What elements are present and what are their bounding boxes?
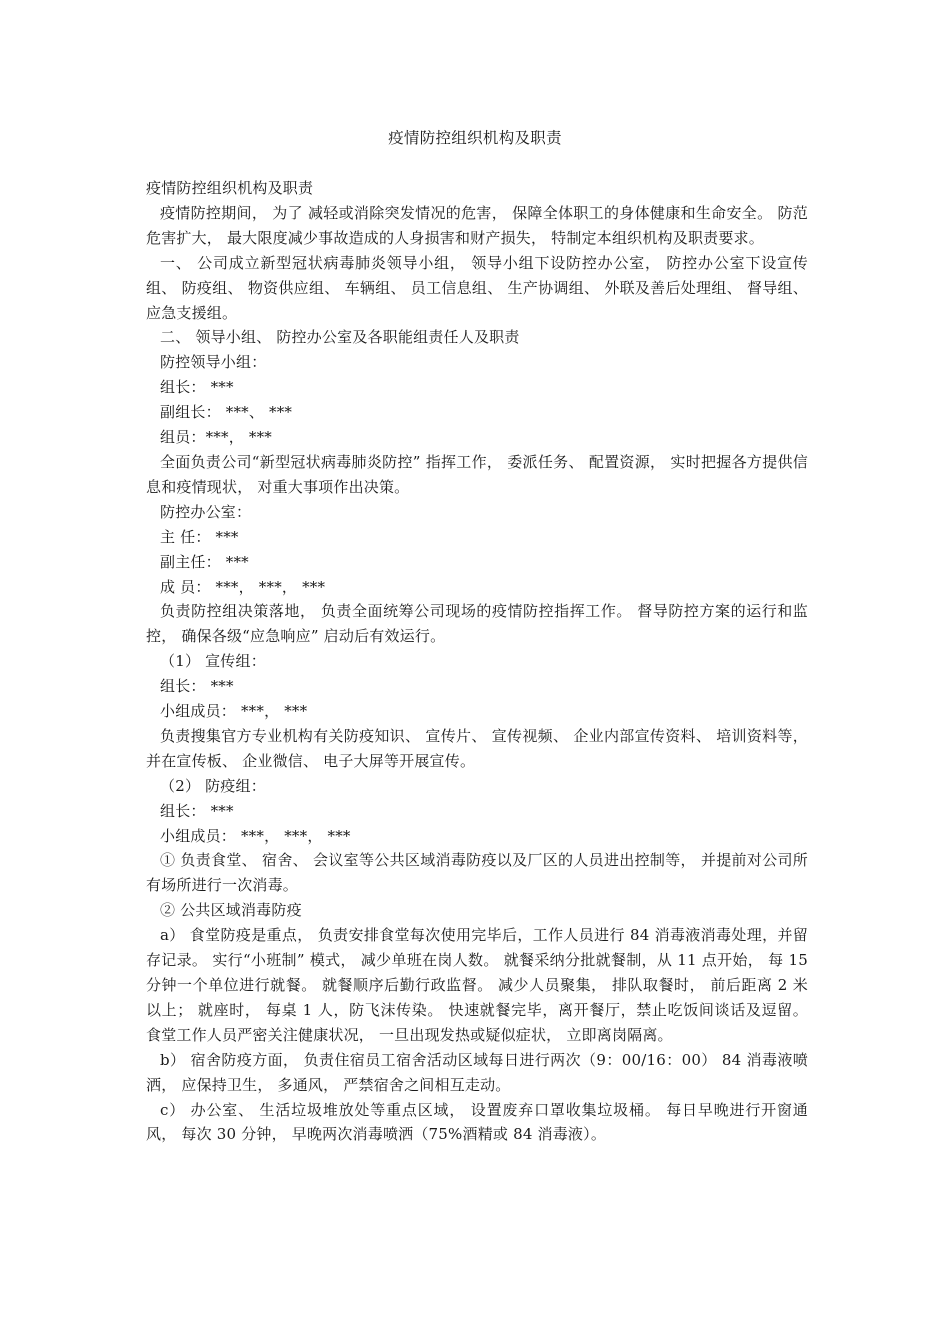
- paragraph: 防控领导小组：: [160, 353, 267, 372]
- document-body: [146, 176, 808, 1147]
- paragraph: 全面负责公司“新型冠状病毒肺炎防控” 指挥工作， 委派任务、 配置资源， 实时把握各方提供信息和疫情现状， 对重大事项作出决策。: [146, 452, 808, 496]
- paragraph: 小组成员： ***， ***: [160, 702, 308, 721]
- paragraph: a） 食堂防疫是重点， 负责安排食堂每次使用完毕后，工作人员进行 84 消毒液消毒处理，并留存记录。 实行“小班制” 模式， 减少单班在岗人数。 就餐采纳分批就餐制，从 11 点开始， 每 15 分钟一个单位进行就餐。 就餐顺序后勤行政监督。 减少人员聚集， 排队取餐时， 前后距离 2 米以上； 就座时， 每桌 1 人，防飞沫传染。 快速就餐完毕，离开餐厅，禁止吃饭间谈话及逗留。 食堂工作人员严密关注健康状况， 一旦出现发热或疑似症状， 立即离岗隔离。: [146, 926, 808, 1044]
- paragraph: 副组长： ***、 ***: [160, 403, 293, 422]
- paragraph: 组长： ***: [160, 378, 234, 397]
- document-title: 疫情防控组织机构及职责: [388, 129, 562, 147]
- paragraph: 防控办公室：: [160, 502, 252, 521]
- paragraph: 疫情防控期间， 为了 减轻或消除突发情况的危害， 保障全体职工的身体健康和生命安全。 防范危害扩大， 最大限度减少事故造成的人身损害和财产损失， 特制定本组织机构及职责要求。: [146, 203, 808, 247]
- paragraph: ② 公共区域消毒防疫: [160, 901, 302, 920]
- paragraph: 组长： ***: [160, 801, 234, 820]
- paragraph: 一、 公司成立新型冠状病毒肺炎领导小组， 领导小组下设防控办公室， 防控办公室下设宣传组、 防疫组、 物资供应组、 车辆组、 员工信息组、 生产协调组、 外联及善后处理组、 督导组、 应急支援组。: [146, 253, 808, 322]
- paragraph: 主 任： ***: [160, 527, 239, 546]
- paragraph: 二、 领导小组、 防控办公室及各职能组责任人及职责: [160, 328, 520, 347]
- paragraph: 小组成员： ***， ***， ***: [160, 826, 351, 845]
- paragraph: （2） 防疫组：: [160, 776, 266, 795]
- paragraph: 副主任： ***: [160, 552, 249, 571]
- paragraph: 成 员： ***， ***， ***: [160, 577, 326, 596]
- paragraph: 疫情防控组织机构及职责: [146, 179, 314, 197]
- paragraph: 组员：***， ***: [160, 428, 272, 447]
- paragraph: （1） 宣传组：: [160, 652, 266, 671]
- paragraph: c） 办公室、 生活垃圾堆放处等重点区域， 设置废弃口罩收集垃圾桶。 每日早晚进行开窗通风， 每次 30 分钟， 早晚两次消毒喷洒（75%酒精或 84 消毒液）。: [146, 1100, 808, 1144]
- paragraph: 负责防控组决策落地， 负责全面统筹公司现场的疫情防控指挥工作。 督导防控方案的运行和监控， 确保各级“应急响应” 启动后有效运行。: [146, 602, 808, 646]
- paragraph: ① 负责食堂、 宿舍、 会议室等公共区域消毒防疫以及厂区的人员进出控制等， 并提前对公司所有场所进行一次消毒。: [146, 851, 808, 895]
- paragraph: 负责搜集官方专业机构有关防疫知识、 宣传片、 宣传视频、 企业内部宣传资料、 培训资料等， 并在宣传板、 企业微信、 电子大屏等开展宣传。: [146, 726, 808, 770]
- paragraph: 组长： ***: [160, 677, 234, 696]
- paragraph: b） 宿舍防疫方面， 负责住宿员工宿舍活动区域每日进行两次（9：00/16：00） 84 消毒液喷洒， 应保持卫生， 多通风， 严禁宿舍之间相互走动。: [146, 1050, 808, 1094]
